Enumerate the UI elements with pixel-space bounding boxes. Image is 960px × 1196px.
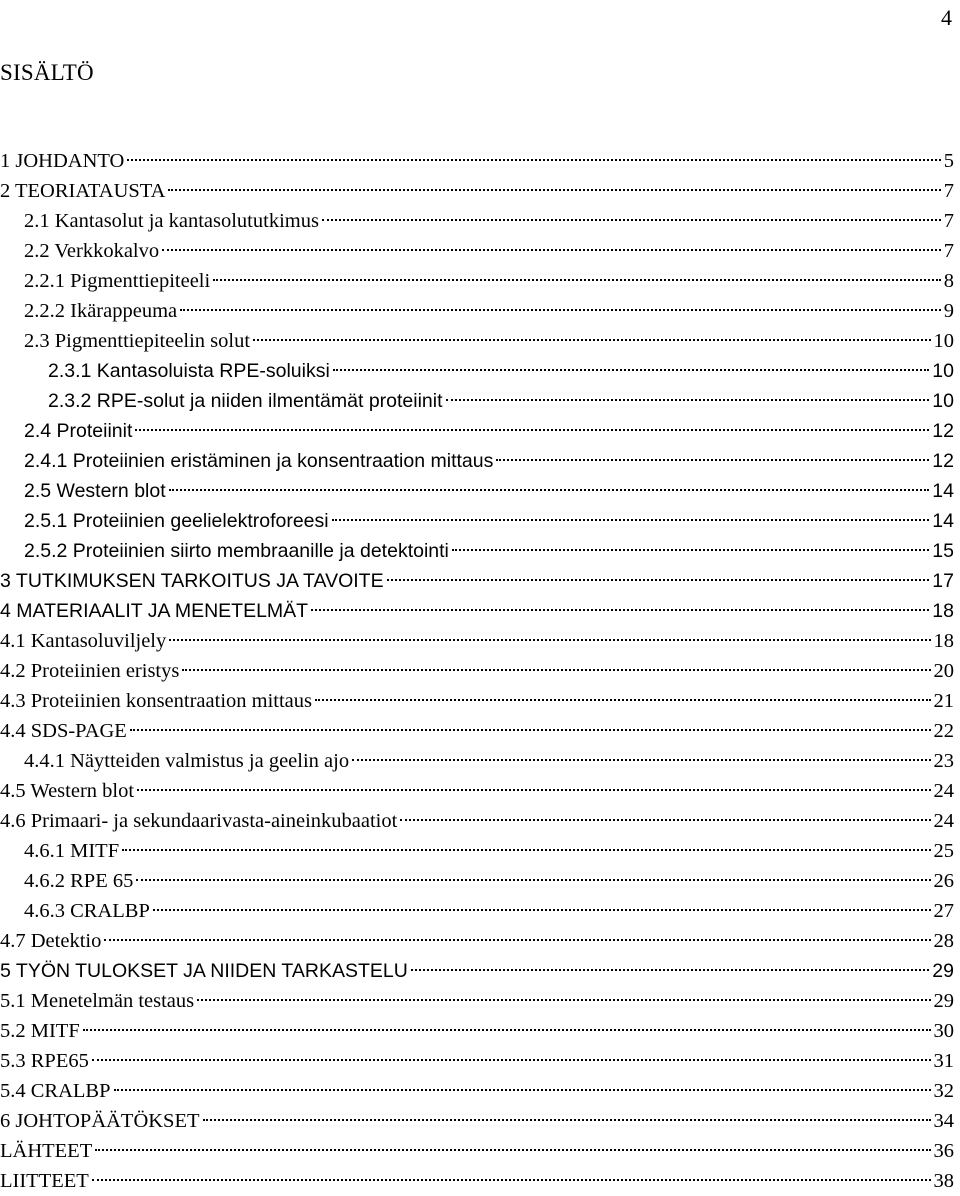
toc-entry-title: 4.4.1 Näytteiden valmistus ja geelin ajo — [24, 750, 350, 772]
toc-entry[interactable] — [0, 716, 954, 746]
toc-entry-page: 8 — [943, 270, 954, 292]
toc-entry-title: 2.2.2 Ikärappeuma — [24, 300, 178, 322]
toc-entry[interactable] — [0, 1046, 954, 1076]
toc-entry[interactable] — [0, 386, 954, 416]
toc-entry-title: 2.5 Western blot — [24, 480, 166, 502]
toc-entry-title: 6 JOHTOPÄÄTÖKSET — [0, 1110, 200, 1132]
toc-entry-page: 32 — [933, 1080, 954, 1102]
toc-dot-leader — [315, 699, 930, 701]
toc-entry-page: 28 — [933, 930, 954, 952]
toc-entry-page: 24 — [933, 780, 954, 802]
toc-dot-leader — [197, 999, 930, 1001]
toc-entry[interactable] — [0, 1136, 954, 1166]
toc-entry[interactable] — [0, 146, 954, 176]
toc-entry-title: 5.2 MITF — [0, 1020, 80, 1042]
toc-dot-leader — [332, 519, 930, 521]
toc-dot-leader — [387, 579, 930, 581]
toc-entry[interactable] — [0, 926, 954, 956]
table-of-contents — [0, 146, 954, 1196]
page-number: 4 — [941, 5, 952, 30]
toc-dot-leader — [203, 1119, 931, 1121]
toc-entry-title: 4.4 SDS-PAGE — [0, 720, 127, 742]
toc-entry[interactable] — [0, 1166, 954, 1196]
toc-entry-page: 12 — [932, 420, 954, 442]
toc-entry-title: 3 TUTKIMUKSEN TARKOITUS JA TAVOITE — [0, 570, 384, 592]
toc-entry[interactable] — [0, 836, 954, 866]
toc-entry-title: 4.1 Kantasoluviljely — [0, 630, 167, 652]
toc-entry-page: 7 — [943, 180, 954, 202]
toc-dot-leader — [135, 429, 929, 431]
toc-entry-page: 26 — [933, 870, 954, 892]
toc-entry[interactable] — [0, 896, 954, 926]
toc-dot-leader — [127, 159, 940, 161]
toc-dot-leader — [182, 669, 930, 671]
toc-entry[interactable] — [0, 206, 954, 236]
toc-entry-title: 5.1 Menetelmän testaus — [0, 990, 195, 1012]
toc-dot-leader — [213, 279, 941, 281]
toc-entry[interactable] — [0, 806, 954, 836]
toc-entry-title: 4.6 Primaari- ja sekundaarivasta-aineinkubaatiot — [0, 810, 398, 832]
toc-dot-leader — [83, 1029, 931, 1031]
toc-entry-page: 20 — [933, 660, 954, 682]
toc-entry-page: 17 — [932, 570, 954, 592]
toc-entry-title: 4.6.2 RPE 65 — [24, 870, 134, 892]
toc-entry[interactable] — [0, 536, 954, 566]
toc-entry-title: LIITTEET — [0, 1170, 89, 1192]
toc-dot-leader — [122, 849, 930, 851]
toc-entry-title: 5.3 RPE65 — [0, 1050, 89, 1072]
toc-entry-page: 27 — [933, 900, 954, 922]
toc-entry-title: 2.3 Pigmenttiepiteelin solut — [24, 330, 251, 352]
toc-entry[interactable] — [0, 596, 954, 626]
toc-entry-title: 2 TEORIATAUSTA — [0, 180, 166, 202]
toc-entry[interactable] — [0, 656, 954, 686]
toc-dot-leader — [168, 189, 940, 191]
toc-entry[interactable] — [0, 686, 954, 716]
toc-entry-title: 2.1 Kantasolut ja kantasolututkimus — [24, 210, 319, 232]
toc-dot-leader — [130, 729, 931, 731]
toc-entry[interactable] — [0, 866, 954, 896]
toc-entry[interactable] — [0, 326, 954, 356]
toc-dot-leader — [169, 639, 930, 641]
toc-entry[interactable] — [0, 176, 954, 206]
toc-entry[interactable] — [0, 1076, 954, 1106]
toc-entry-page: 36 — [933, 1140, 954, 1162]
toc-entry-page: 12 — [932, 450, 954, 472]
toc-entry-title: LÄHTEET — [0, 1140, 93, 1162]
toc-dot-leader — [446, 399, 930, 401]
page-title: SISÄLTÖ — [0, 60, 94, 85]
toc-entry-title: 4.3 Proteiinien konsentraation mittaus — [0, 690, 313, 712]
toc-entry[interactable] — [0, 416, 954, 446]
toc-entry[interactable] — [0, 1016, 954, 1046]
toc-entry[interactable] — [0, 236, 954, 266]
toc-entry-title: 2.4.1 Proteiinien eristäminen ja konsentraation mittaus — [24, 450, 494, 472]
toc-dot-leader — [92, 1059, 931, 1061]
toc-entry-page: 15 — [932, 540, 954, 562]
toc-entry-page: 7 — [943, 210, 954, 232]
toc-entry-page: 18 — [932, 600, 954, 622]
toc-entry-title: 5 TYÖN TULOKSET JA NIIDEN TARKASTELU — [0, 960, 408, 982]
toc-entry-page: 29 — [933, 990, 954, 1012]
toc-entry[interactable] — [0, 956, 954, 986]
toc-dot-leader — [253, 339, 930, 341]
toc-entry-title: 4.6.1 MITF — [24, 840, 120, 862]
toc-entry-title: 4.2 Proteiinien eristys — [0, 660, 180, 682]
toc-entry-page: 14 — [932, 510, 954, 532]
toc-entry[interactable] — [0, 986, 954, 1016]
toc-dot-leader — [153, 909, 931, 911]
toc-entry-page: 10 — [932, 360, 954, 382]
toc-entry-title: 4 MATERIAALIT JA MENETELMÄT — [0, 600, 309, 622]
toc-entry-page: 14 — [932, 480, 954, 502]
toc-entry-page: 5 — [943, 150, 954, 172]
toc-dot-leader — [136, 879, 930, 881]
toc-entry-title: 2.2.1 Pigmenttiepiteeli — [24, 270, 211, 292]
toc-entry-page: 9 — [943, 300, 954, 322]
toc-entry-page: 22 — [933, 720, 954, 742]
toc-entry-title: 1 JOHDANTO — [0, 150, 125, 172]
toc-dot-leader — [333, 369, 929, 371]
toc-entry-title: 2.3.2 RPE-solut ja niiden ilmentämät proteiinit — [48, 390, 443, 412]
toc-entry-title: 2.5.2 Proteiinien siirto membraanille ja detektointi — [24, 540, 449, 562]
toc-entry-page: 38 — [933, 1170, 954, 1192]
toc-entry[interactable] — [0, 506, 954, 536]
toc-entry[interactable] — [0, 746, 954, 776]
toc-dot-leader — [169, 489, 930, 491]
toc-entry-page: 21 — [933, 690, 954, 712]
toc-entry[interactable] — [0, 626, 954, 656]
toc-entry[interactable] — [0, 446, 954, 476]
toc-dot-leader — [104, 939, 930, 941]
toc-entry-page: 10 — [932, 390, 954, 412]
toc-entry-page: 10 — [933, 330, 954, 352]
toc-dot-leader — [352, 759, 930, 761]
toc-entry-page: 23 — [933, 750, 954, 772]
toc-entry-page: 18 — [933, 630, 954, 652]
toc-entry-title: 4.7 Detektio — [0, 930, 102, 952]
toc-dot-leader — [92, 1179, 931, 1181]
toc-entry-page: 7 — [943, 240, 954, 262]
toc-entry[interactable] — [0, 1106, 954, 1136]
toc-dot-leader — [452, 549, 929, 551]
toc-entry-page: 34 — [933, 1110, 954, 1132]
toc-entry-page: 24 — [933, 810, 954, 832]
toc-entry-title: 5.4 CRALBP — [0, 1080, 111, 1102]
toc-entry-title: 2.3.1 Kantasoluista RPE-soluiksi — [48, 360, 330, 382]
toc-dot-leader — [411, 969, 929, 971]
toc-dot-leader — [162, 249, 941, 251]
toc-dot-leader — [137, 789, 930, 791]
toc-entry-title: 4.6.3 CRALBP — [24, 900, 150, 922]
toc-entry[interactable] — [0, 296, 954, 326]
toc-dot-leader — [496, 459, 929, 461]
toc-entry-title: 4.5 Western blot — [0, 780, 135, 802]
toc-entry-title: 2.4 Proteiinit — [24, 420, 133, 442]
toc-entry-title: 2.2 Verkkokalvo — [24, 240, 160, 262]
toc-entry[interactable] — [0, 476, 954, 506]
toc-dot-leader — [400, 819, 930, 821]
toc-entry-page: 31 — [933, 1050, 954, 1072]
toc-entry-title: 2.5.1 Proteiinien geelielektroforeesi — [24, 510, 329, 532]
toc-dot-leader — [95, 1149, 930, 1151]
toc-entry-page: 25 — [933, 840, 954, 862]
toc-dot-leader — [311, 609, 929, 611]
toc-dot-leader — [180, 309, 941, 311]
toc-dot-leader — [114, 1089, 931, 1091]
toc-entry[interactable] — [0, 266, 954, 296]
toc-entry[interactable] — [0, 776, 954, 806]
toc-dot-leader — [322, 219, 941, 221]
toc-entry-page: 30 — [933, 1020, 954, 1042]
toc-entry[interactable] — [0, 566, 954, 596]
toc-entry-page: 29 — [932, 960, 954, 982]
toc-entry[interactable] — [0, 356, 954, 386]
